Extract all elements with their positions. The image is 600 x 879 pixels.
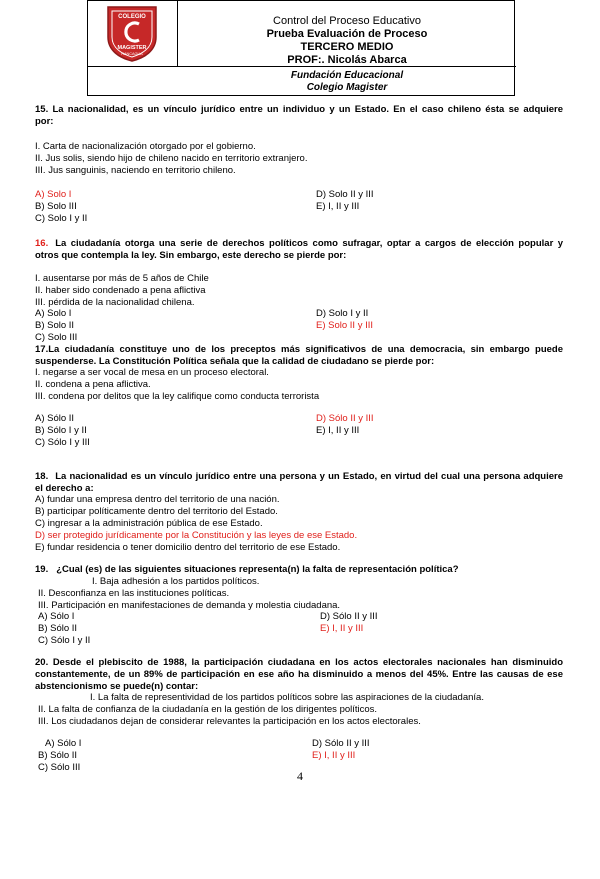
- q18-option-d[interactable]: D) ser protegido jurídicamente por la Constitución y las leyes de ese Estado.: [35, 530, 358, 541]
- q19-prompt: [35, 564, 459, 576]
- q18-prompt-line-1: [35, 471, 563, 483]
- q15-statement-2: II. Jus solis, siendo hijo de chileno nacido en territorio extranjero.: [35, 153, 308, 164]
- q19-option-e[interactable]: E) I, II y III: [320, 623, 364, 634]
- q19-option-c[interactable]: C) Sólo I y II: [38, 635, 91, 646]
- q18-prompt-line-2: el derecho a:: [35, 483, 94, 494]
- svg-text:RANCAGUA: RANCAGUA: [121, 52, 143, 56]
- q19-option-d[interactable]: D) Sólo II y III: [320, 611, 378, 622]
- page-number: 4: [297, 769, 303, 783]
- q20-option-d[interactable]: D) Sólo II y III: [312, 738, 370, 749]
- header-titles: [178, 1, 516, 67]
- q20-option-c[interactable]: C) Sólo III: [38, 762, 81, 773]
- q17-option-a[interactable]: A) Sólo II: [35, 413, 75, 424]
- q16-statement-1: I. ausentarse por más de 5 años de Chile: [35, 273, 209, 284]
- q20-prompt-line-1: 20. Desde el plebiscito de 1988, la participación ciudadana en los actos electorales nacionales han disminuido: [35, 657, 563, 668]
- svg-text:COLEGIO: COLEGIO: [118, 14, 146, 20]
- q15-prompt-line-2: por:: [35, 116, 54, 127]
- q20-option-e[interactable]: E) I, II y III: [312, 750, 356, 761]
- header-line-5: Fundación Educacional: [290, 70, 404, 81]
- q19-option-b[interactable]: B) Sólo II: [38, 623, 78, 634]
- q20-option-a[interactable]: A) Sólo I: [45, 738, 82, 749]
- q17-option-d[interactable]: D) Sólo II y III: [316, 413, 374, 424]
- q19-statement-3: III. Participación en manifestaciones de demanda y molestia ciudadana.: [38, 600, 341, 611]
- q19-number: 19.: [35, 564, 49, 575]
- q15-prompt-line-1: 15. La nacionalidad, es un vínculo jurídico entre un individuo y un Estado. En el caso chileno ésta se adquiere: [35, 104, 563, 115]
- q15-option-c[interactable]: C) Solo I y II: [35, 213, 88, 224]
- header-line-4: PROF:. Nicolás Abarca: [287, 54, 407, 66]
- q17-statement-3: III. condena por delitos que la ley califique como conducta terrorista: [35, 391, 320, 402]
- q18-option-a[interactable]: A) fundar una empresa dentro del territorio de una nación.: [35, 494, 280, 505]
- q18-option-b[interactable]: B) participar políticamente dentro del territorio del Estado.: [35, 506, 278, 517]
- q15-option-a[interactable]: A) Solo I: [35, 189, 72, 200]
- header-line-6: Colegio Magister: [306, 82, 388, 93]
- q17-option-c[interactable]: C) Sólo I y III: [35, 437, 90, 448]
- school-crest-icon: [102, 3, 162, 63]
- q16-number: 16.: [35, 238, 49, 249]
- q20-option-b[interactable]: B) Sólo II: [38, 750, 78, 761]
- q15-option-d[interactable]: D) Solo II y III: [316, 189, 374, 200]
- q18-option-e[interactable]: E) fundar residencia o tener domicilio dentro del territorio de ese Estado.: [35, 542, 341, 553]
- q17-statement-1: I. negarse a ser vocal de mesa en un proceso electoral.: [35, 367, 269, 378]
- q20-statement-2: II. La falta de confianza de la ciudadanía en la gestión de los dirigentes políticos.: [38, 704, 378, 715]
- q17-prompt-line-1: 17.La ciudadanía constituye uno de los preceptos más significativos de una democracia, sin embargo puede: [35, 344, 563, 355]
- q17-statement-2: II. condena a pena aflictiva.: [35, 379, 151, 390]
- q15-statement-3: III. Jus sanguinis, naciendo en territorio chileno.: [35, 165, 236, 176]
- q19-statement-2: II. Desconfianza en las instituciones políticas.: [38, 588, 230, 599]
- q15-statement-1: I. Carta de nacionalización otorgado por el gobierno.: [35, 141, 256, 152]
- q20-statement-1: I. La falta de representividad de los partidos políticos sobre las aspiraciones de la ciudadanía.: [90, 692, 484, 703]
- q17-option-e[interactable]: E) I, II y III: [316, 425, 360, 436]
- q16-option-b[interactable]: B) Solo II: [35, 320, 75, 331]
- q16-statement-2: II. haber sido condenado a pena aflictiva: [35, 285, 206, 296]
- q15-option-b[interactable]: B) Solo III: [35, 201, 77, 212]
- q18-option-c[interactable]: C) ingresar a la administración pública de ese Estado.: [35, 518, 263, 529]
- header-line-2: Prueba Evaluación de Proceso: [266, 28, 428, 40]
- q19-statement-1: I. Baja adhesión a los partidos políticos.: [92, 576, 260, 587]
- header-line-1: Control del Proceso Educativo: [273, 15, 421, 27]
- header-line-3: TERCERO MEDIO: [300, 41, 394, 53]
- q16-option-a[interactable]: A) Solo I: [35, 308, 72, 319]
- q16-option-d[interactable]: D) Solo I y II: [316, 308, 369, 319]
- q20-statement-3: III. Los ciudadanos dejan de considerar relevantes la participación en los actos electorales.: [38, 716, 421, 727]
- q16-prompt-text: La ciudadanía otorga una serie de derechos políticos como sufragar, optar a cargos de elección popular y: [55, 238, 563, 249]
- school-logo: [88, 1, 178, 67]
- q16-statement-3: III. pérdida de la nacionalidad chilena.: [35, 297, 195, 308]
- q20-prompt-line-2: constantemente, de un 89% de participación en ese año ha disminuido a menos del 45%. Entre las causas de ese: [35, 669, 563, 680]
- q18-number: 18.: [35, 471, 49, 482]
- q17-option-b[interactable]: B) Sólo I y II: [35, 425, 87, 436]
- q20-prompt-line-3: abstencionismo se puede(n) contar:: [35, 681, 199, 692]
- q19-prompt-text: ¿Cual (es) de las siguientes situaciones representa(n) la falta de representación política?: [56, 564, 459, 575]
- document-header: [87, 0, 515, 96]
- q16-prompt-line-2: otros que contempla la ley. Sin embargo, este derecho se pierde por:: [35, 250, 347, 261]
- svg-text:MAGISTER: MAGISTER: [117, 45, 147, 51]
- q15-option-e[interactable]: E) I, II y III: [316, 201, 360, 212]
- q16-option-c[interactable]: C) Solo III: [35, 332, 78, 343]
- q17-prompt-line-2: suspenderse. La Constitución Política señala que la calidad de ciudadano se pierde por:: [35, 356, 435, 367]
- q16-prompt-line-1: [35, 238, 563, 250]
- q16-option-e[interactable]: E) Solo II y III: [316, 320, 374, 331]
- q18-prompt-text: La nacionalidad es un vínculo jurídico entre una persona y un Estado, en virtud del cual una persona adquiere: [55, 471, 563, 482]
- q19-option-a[interactable]: A) Sólo I: [38, 611, 75, 622]
